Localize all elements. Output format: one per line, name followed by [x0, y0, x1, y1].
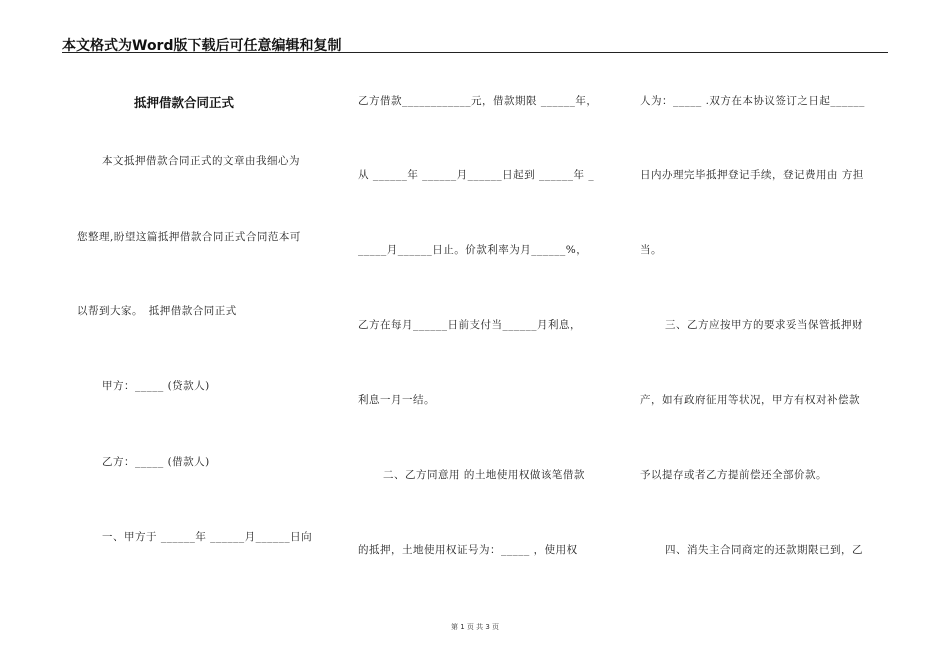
document-header-title: 本文格式为Word版下载后可任意编辑和复制: [62, 38, 342, 54]
contract-title: 抵押借款合同正式: [134, 95, 235, 110]
col1-line-3: 以帮到大家。 抵押借款合同正式: [77, 305, 237, 317]
col3-line-4: 三、乙方应按甲方的要求妥当保管抵押财: [665, 319, 863, 331]
col3-line-1: 人为：_____ .双方在本协议签订之日起______: [640, 95, 865, 107]
header-divider: [62, 52, 888, 53]
col2-line-6: 二、乙方同意用 的土地使用权做该笔借款: [383, 469, 585, 481]
col1-line-5: 乙方：_____ (借款人): [102, 456, 210, 468]
col3-line-2: 日内办理完毕抵押登记手续，登记费用由 方担: [640, 169, 864, 181]
col1-line-4: 甲方：_____ (贷款人): [102, 380, 210, 392]
col2-line-4: 乙方在每月______日前支付当______月利息，: [358, 319, 581, 331]
col2-line-2: 从 ______年 ______月______日起到 ______年 _: [358, 169, 595, 181]
col1-line-2: 您整理,盼望这篇抵押借款合同正式合同范本可: [77, 231, 301, 243]
col2-line-7: 的抵押，土地使用权证号为：_____ ，使用权: [358, 544, 578, 556]
col1-line-1: 本文抵押借款合同正式的文章由我细心为: [102, 155, 300, 167]
col1-line-6: 一、甲方于 ______年 ______月______日向: [102, 531, 313, 543]
col2-line-5: 利息一月一结。: [358, 394, 435, 406]
col3-line-6: 予以提存或者乙方提前偿还全部价款。: [640, 469, 827, 481]
col3-line-7: 四、消失主合同商定的还款期限已到，乙: [665, 544, 863, 556]
col2-line-1: 乙方借款____________元，借款期限 ______年，: [358, 95, 598, 107]
col3-line-5: 产，如有政府征用等状况，甲方有权对补偿款: [640, 394, 860, 406]
col2-line-3: _____月______日止。价款利率为月______%，: [358, 244, 588, 256]
page-number: 第 1 页 共 3 页: [450, 623, 500, 631]
col3-line-3: 当。: [640, 244, 662, 256]
